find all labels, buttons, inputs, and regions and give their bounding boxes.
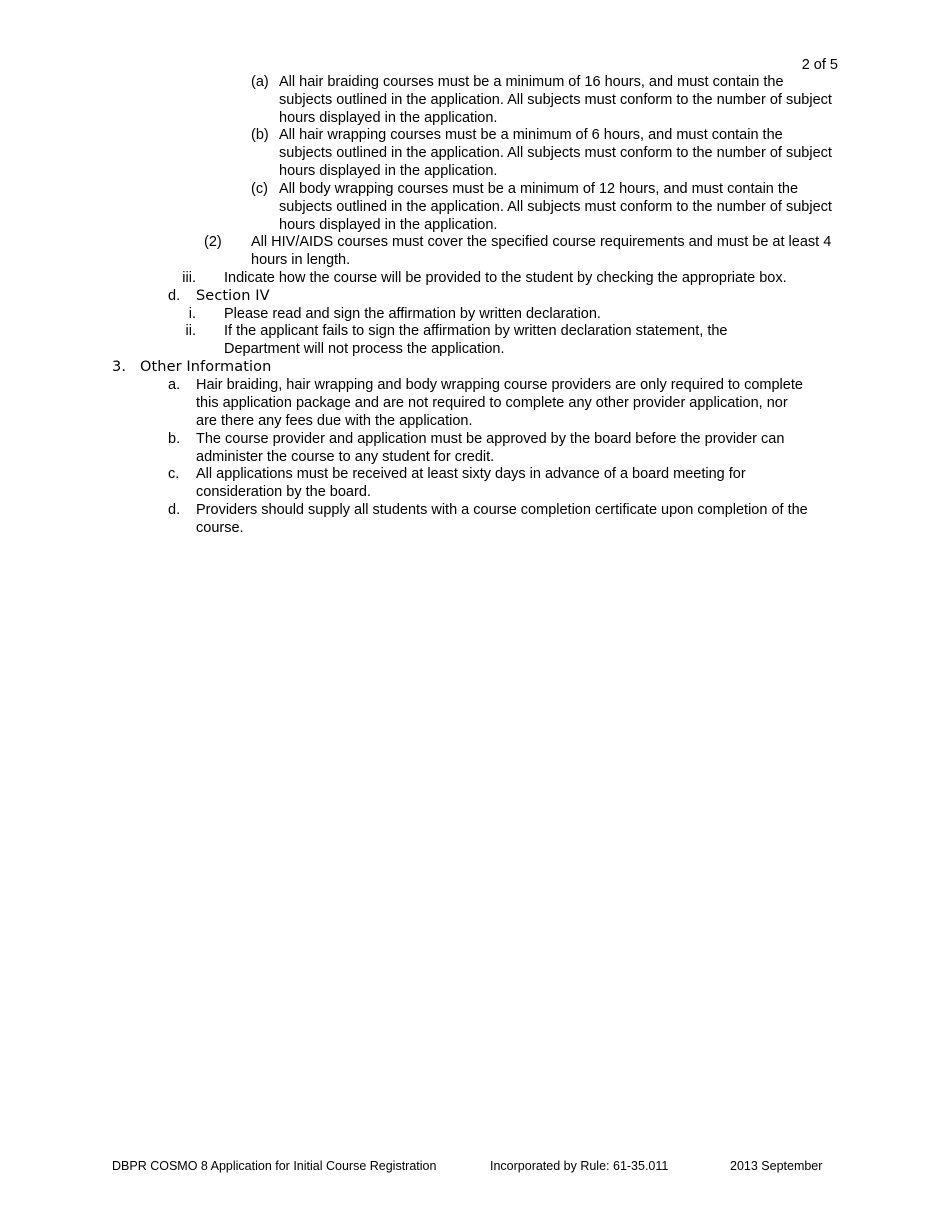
- list-marker: b.: [168, 431, 181, 447]
- list-item-text: If the applicant fails to sign the affirmation by written declaration statement, the Department will not process the application.: [224, 323, 728, 357]
- section-heading: Section IV: [196, 288, 270, 304]
- list-marker: c.: [168, 466, 180, 482]
- list-marker: i.: [188, 306, 196, 322]
- list-marker: a.: [168, 377, 181, 393]
- list-item-text: All hair braiding courses must be a minimum of 16 hours, and must contain the subjects outlined in the application. All subjects must conform to the number of subject hours displayed in the application.: [279, 74, 832, 126]
- list-item-text: All hair wrapping courses must be a minimum of 6 hours, and must contain the subjects outlined in the application. All subjects must conform to the number of subject hours displayed in the application.: [279, 127, 832, 179]
- list-marker: ii.: [185, 323, 196, 339]
- list-item-text: Providers should supply all students with a course completion certificate upon completion of the course.: [196, 502, 808, 536]
- list-item-text: Indicate how the course will be provided to the student by checking the appropriate box.: [224, 270, 787, 286]
- list-item-text: All body wrapping courses must be a minimum of 12 hours, and must contain the subjects outlined in the application. All subjects must conform to the number of subject hours displayed in the application.: [279, 181, 832, 233]
- footer-rule: Incorporated by Rule: 61-35.011: [490, 1159, 669, 1173]
- section-heading: Other Information: [140, 359, 272, 375]
- page-number: 2 of 5: [801, 57, 838, 73]
- footer-date: 2013 September: [730, 1159, 823, 1173]
- list-marker: iii.: [182, 270, 196, 286]
- list-marker: 3.: [112, 359, 127, 375]
- list-item-text: Please read and sign the affirmation by written declaration.: [224, 306, 601, 322]
- list-marker: (b): [251, 127, 269, 143]
- list-marker: (c): [251, 181, 268, 197]
- list-item-text: The course provider and application must be approved by the board before the provider can administer the course to any student for credit.: [196, 431, 785, 465]
- list-item-text: All HIV/AIDS courses must cover the specified course requirements and must be at least 4 hours in length.: [251, 234, 832, 268]
- list-marker: (a): [251, 74, 269, 90]
- list-marker: d.: [168, 288, 181, 304]
- list-marker: d.: [168, 502, 181, 518]
- list-item-text: All applications must be received at least sixty days in advance of a board meeting for consideration by the board.: [196, 466, 746, 500]
- footer-form-title: DBPR COSMO 8 Application for Initial Course Registration: [112, 1159, 437, 1173]
- list-marker: (2): [204, 234, 222, 250]
- list-item-text: Hair braiding, hair wrapping and body wrapping course providers are only required to complete this application package and are not required to complete any other provider application, nor are there any fees due with the application.: [196, 377, 803, 429]
